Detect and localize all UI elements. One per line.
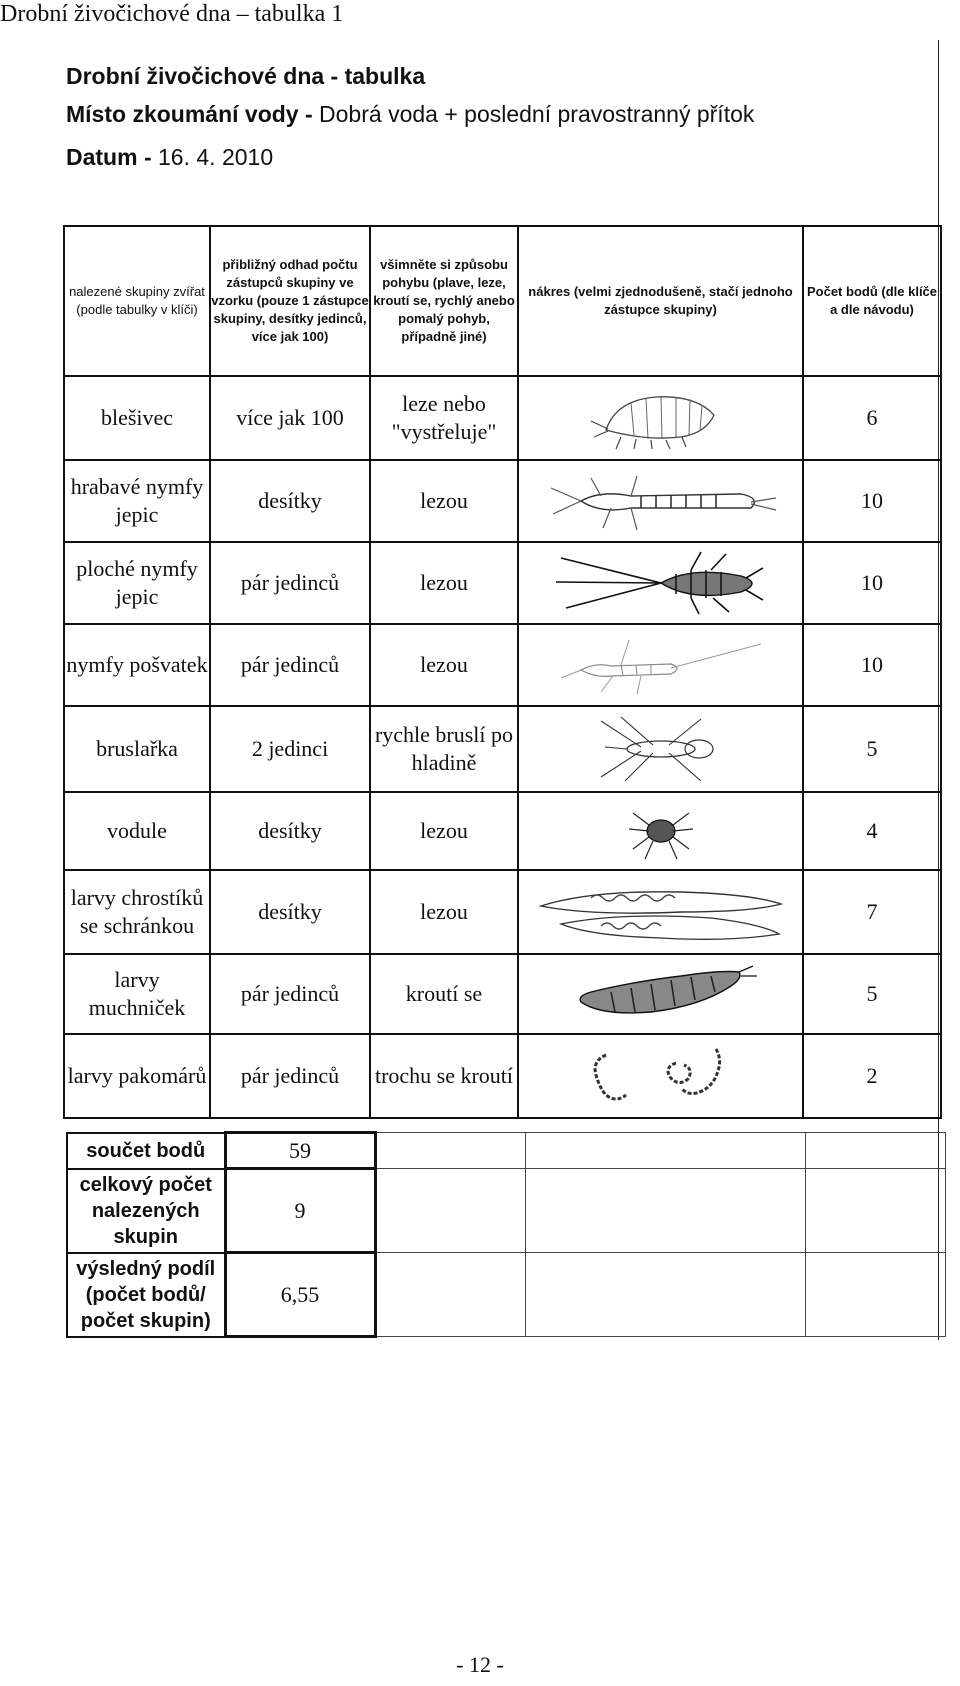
empty-cell xyxy=(525,1133,805,1169)
empty-cell xyxy=(805,1253,945,1337)
animals-table xyxy=(63,225,942,1119)
empty-cell xyxy=(375,1169,525,1253)
group-cell: nymfy pošvatek xyxy=(64,624,210,706)
summary-row-ratio xyxy=(67,1253,945,1337)
drawing-cell xyxy=(518,792,803,870)
count-cell: pár jedinců xyxy=(210,954,370,1034)
drawing-cell xyxy=(518,870,803,954)
points-cell: 7 xyxy=(803,870,941,954)
drawing-cell xyxy=(518,624,803,706)
points-cell: 10 xyxy=(803,542,941,624)
caddisfly-case-drawing xyxy=(531,876,791,948)
summary-row-sum xyxy=(67,1133,945,1169)
movement-cell: trochu se kroutí xyxy=(370,1034,518,1118)
drawing-cell xyxy=(518,1034,803,1118)
empty-cell xyxy=(805,1169,945,1253)
drawing-cell xyxy=(518,542,803,624)
summary-row-groups xyxy=(67,1169,945,1253)
group-cell: larvy pakomárů xyxy=(64,1034,210,1118)
points-cell: 5 xyxy=(803,954,941,1034)
movement-cell: lezou xyxy=(370,460,518,542)
groups-label: celkový počet nalezených skupin xyxy=(67,1169,225,1253)
col-header-drawing: nákres (velmi zjednodušeně, stačí jednoho zástupce skupiny) xyxy=(518,226,803,376)
count-cell: desítky xyxy=(210,870,370,954)
date-line xyxy=(66,143,273,171)
group-cell: hrabavé nymfy jepic xyxy=(64,460,210,542)
burrowing-mayfly-drawing xyxy=(541,468,781,534)
points-cell: 4 xyxy=(803,792,941,870)
amphipod-drawing xyxy=(586,385,736,451)
stonefly-drawing xyxy=(551,632,771,698)
movement-cell: lezou xyxy=(370,542,518,624)
empty-cell xyxy=(525,1169,805,1253)
drawing-cell xyxy=(518,376,803,460)
group-cell: vodule xyxy=(64,792,210,870)
count-cell: více jak 100 xyxy=(210,376,370,460)
sheet-title: Drobní živočichové dna - tabulka xyxy=(66,63,426,89)
count-cell: desítky xyxy=(210,792,370,870)
count-cell: pár jedinců xyxy=(210,624,370,706)
group-cell: ploché nymfy jepic xyxy=(64,542,210,624)
table-row xyxy=(64,706,941,792)
empty-cell xyxy=(375,1133,525,1169)
ratio-label: výsledný podíl (počet bodů/ počet skupin) xyxy=(67,1253,225,1337)
location-label: Místo zkoumání vody - xyxy=(66,101,313,127)
col-header-group: nalezené skupiny zvířat (podle tabulky v klíči) xyxy=(64,226,210,376)
group-cell: larvy muchniček xyxy=(64,954,210,1034)
summary-table xyxy=(66,1131,946,1338)
empty-cell xyxy=(525,1253,805,1337)
table-row xyxy=(64,542,941,624)
date-value: 16. 4. 2010 xyxy=(158,144,274,170)
chironomid-larva-drawing xyxy=(576,1041,746,1111)
empty-cell xyxy=(805,1133,945,1169)
table-row xyxy=(64,376,941,460)
count-cell: desítky xyxy=(210,460,370,542)
drawing-cell xyxy=(518,706,803,792)
blackfly-larva-drawing xyxy=(561,962,761,1026)
points-cell: 5 xyxy=(803,706,941,792)
movement-cell: leze nebo "vystřeluje" xyxy=(370,376,518,460)
group-cell: bruslařka xyxy=(64,706,210,792)
page-number: - 12 - xyxy=(456,1652,504,1677)
count-cell: pár jedinců xyxy=(210,542,370,624)
movement-cell: rychle bruslí po hladině xyxy=(370,706,518,792)
location-value: Dobrá voda + poslední pravostranný přítok xyxy=(319,101,755,127)
col-header-count: přibližný odhad počtu zástupců skupiny ve vzorku (pouze 1 zástupce skupiny, desítky jedinců, více jak 100) xyxy=(210,226,370,376)
points-cell: 10 xyxy=(803,460,941,542)
group-cell: blešivec xyxy=(64,376,210,460)
count-cell: 2 jedinci xyxy=(210,706,370,792)
table-row xyxy=(64,460,941,542)
col-header-points: Počet bodů (dle klíče a dle návodu) xyxy=(803,226,941,376)
points-cell: 10 xyxy=(803,624,941,706)
col-header-movement: všimněte si způsobu pohybu (plave, leze, kroutí se, rychlý anebo pomalý pohyb, případně jiné) xyxy=(370,226,518,376)
location-line xyxy=(66,100,754,128)
count-cell: pár jedinců xyxy=(210,1034,370,1118)
group-cell: larvy chrostíků se schránkou xyxy=(64,870,210,954)
water-mite-drawing xyxy=(621,799,701,863)
flat-mayfly-drawing xyxy=(541,548,781,618)
movement-cell: kroutí se xyxy=(370,954,518,1034)
sum-value: 59 xyxy=(225,1133,375,1169)
table-row xyxy=(64,792,941,870)
empty-cell xyxy=(375,1253,525,1337)
table-row xyxy=(64,870,941,954)
sum-label: součet bodů xyxy=(67,1133,225,1169)
ratio-value: 6,55 xyxy=(225,1253,375,1337)
header-row xyxy=(64,226,941,376)
water-strider-drawing xyxy=(581,713,741,785)
points-cell: 2 xyxy=(803,1034,941,1118)
date-label: Datum - xyxy=(66,144,152,170)
page-header: Drobní živočichové dna – tabulka 1 xyxy=(0,1,344,27)
table-row xyxy=(64,954,941,1034)
drawing-cell xyxy=(518,460,803,542)
groups-value: 9 xyxy=(225,1169,375,1253)
table-row xyxy=(64,624,941,706)
movement-cell: lezou xyxy=(370,624,518,706)
movement-cell: lezou xyxy=(370,792,518,870)
table-row xyxy=(64,1034,941,1118)
drawing-cell xyxy=(518,954,803,1034)
movement-cell: lezou xyxy=(370,870,518,954)
points-cell: 6 xyxy=(803,376,941,460)
